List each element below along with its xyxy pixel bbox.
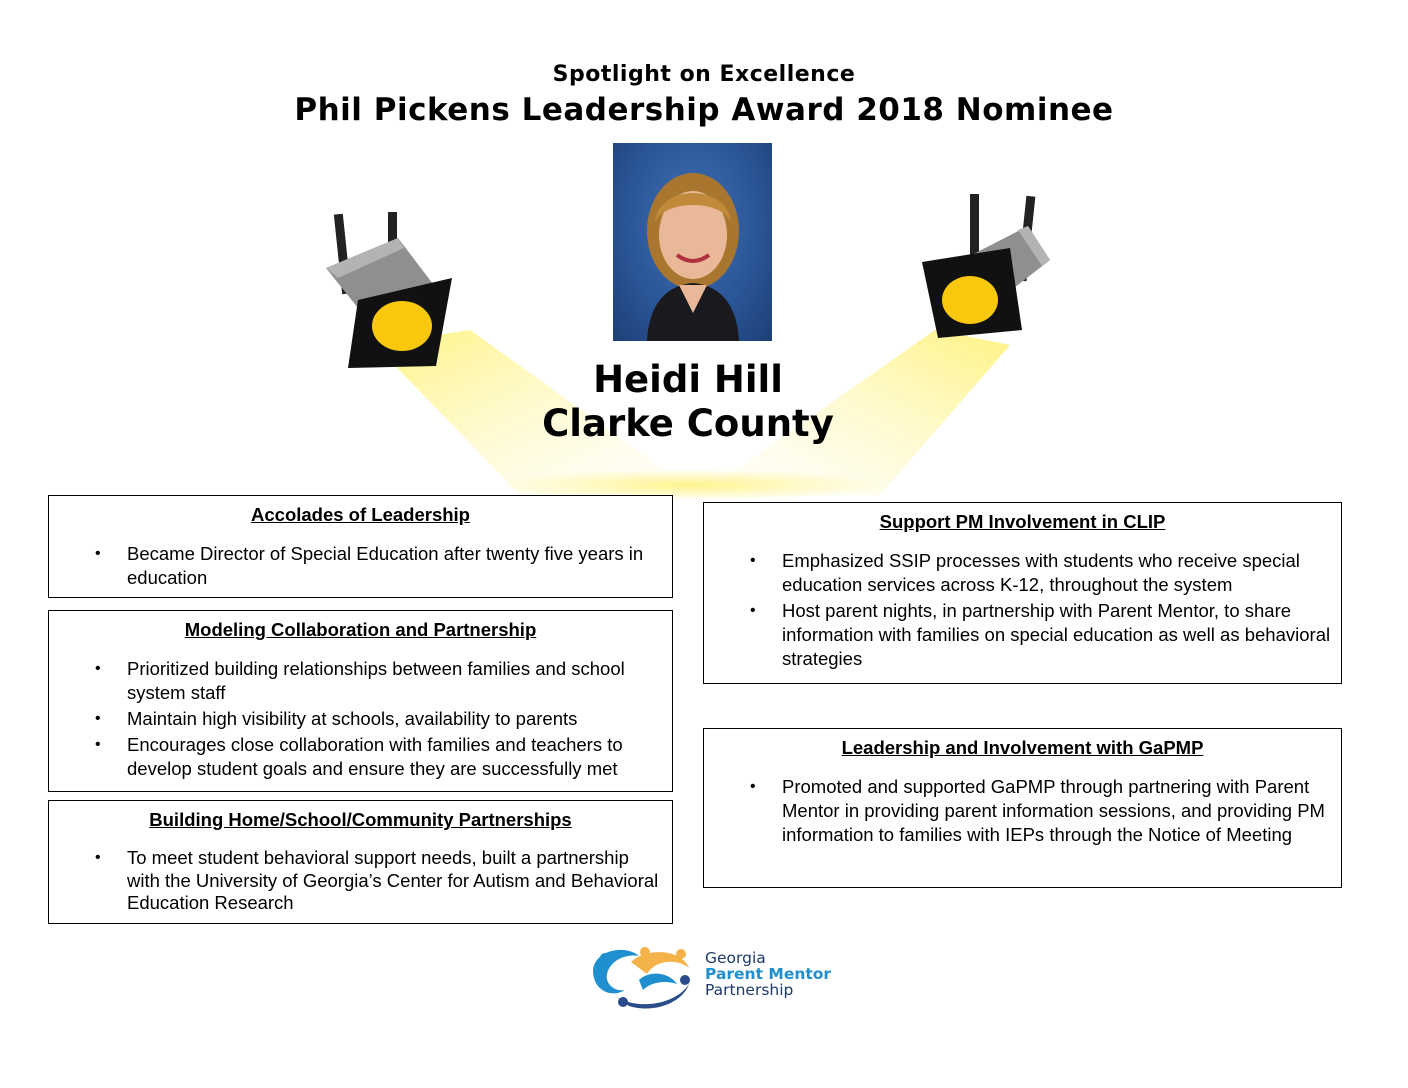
- portrait-icon: [613, 143, 772, 341]
- accolades-section: [48, 495, 673, 598]
- leadership-section: [703, 728, 1342, 888]
- list-item: • Emphasized SSIP processes with students who receive special education services across K-12, throughout the system: [704, 549, 1341, 597]
- list-item: • Maintain high visibility at schools, availability to parents: [49, 707, 672, 731]
- left-spotlight-icon: [318, 208, 458, 378]
- list-item: • Prioritized building relationships between families and school system staff: [49, 657, 672, 705]
- section-title: Modeling Collaboration and Partnership: [184, 619, 537, 640]
- list-item: • Encourages close collaboration with families and teachers to develop student goals and ensure they are successfully met: [49, 733, 672, 781]
- logo-line-parent-mentor: Parent Mentor: [705, 965, 832, 983]
- header-title: Phil Pickens Leadership Award 2018 Nominee: [294, 92, 1114, 128]
- list-item: • To meet student behavioral support needs, built a partnership with the University of Georgia’s Center for Autism and Behavioral Education Research: [49, 847, 672, 915]
- header-subtitle: Spotlight on Excellence: [552, 62, 856, 87]
- right-spotlight-icon: [918, 190, 1058, 360]
- logo-line-partnership: Partnership: [705, 981, 794, 999]
- support-section: [703, 502, 1342, 684]
- list-item: • Promoted and supported GaPMP through partnering with Parent Mentor in providing parent information sessions, and providing PM information to families with IEPs through the Notice of Meeting: [704, 775, 1341, 847]
- logo-text: [705, 950, 831, 998]
- list-item: • Host parent nights, in partnership with Parent Mentor, to share information with families on special education as well as behavioral strategies: [704, 599, 1341, 671]
- section-title: Building Home/School/Community Partnerships: [149, 809, 572, 830]
- nominee-name: Heidi Hill: [593, 358, 783, 401]
- building-section: [48, 800, 673, 924]
- modeling-section: [48, 610, 673, 792]
- list-item: • Became Director of Special Education after twenty five years in education: [49, 542, 672, 590]
- section-title: Support PM Involvement in CLIP: [879, 511, 1166, 532]
- section-title: Leadership and Involvement with GaPMP: [841, 737, 1204, 758]
- nominee-photo: [613, 143, 772, 341]
- logo-line-georgia: Georgia: [705, 949, 766, 967]
- section-title: Accolades of Leadership: [251, 504, 470, 525]
- nominee-county: Clarke County: [542, 402, 834, 445]
- gapmp-logo-icon: [585, 940, 697, 1012]
